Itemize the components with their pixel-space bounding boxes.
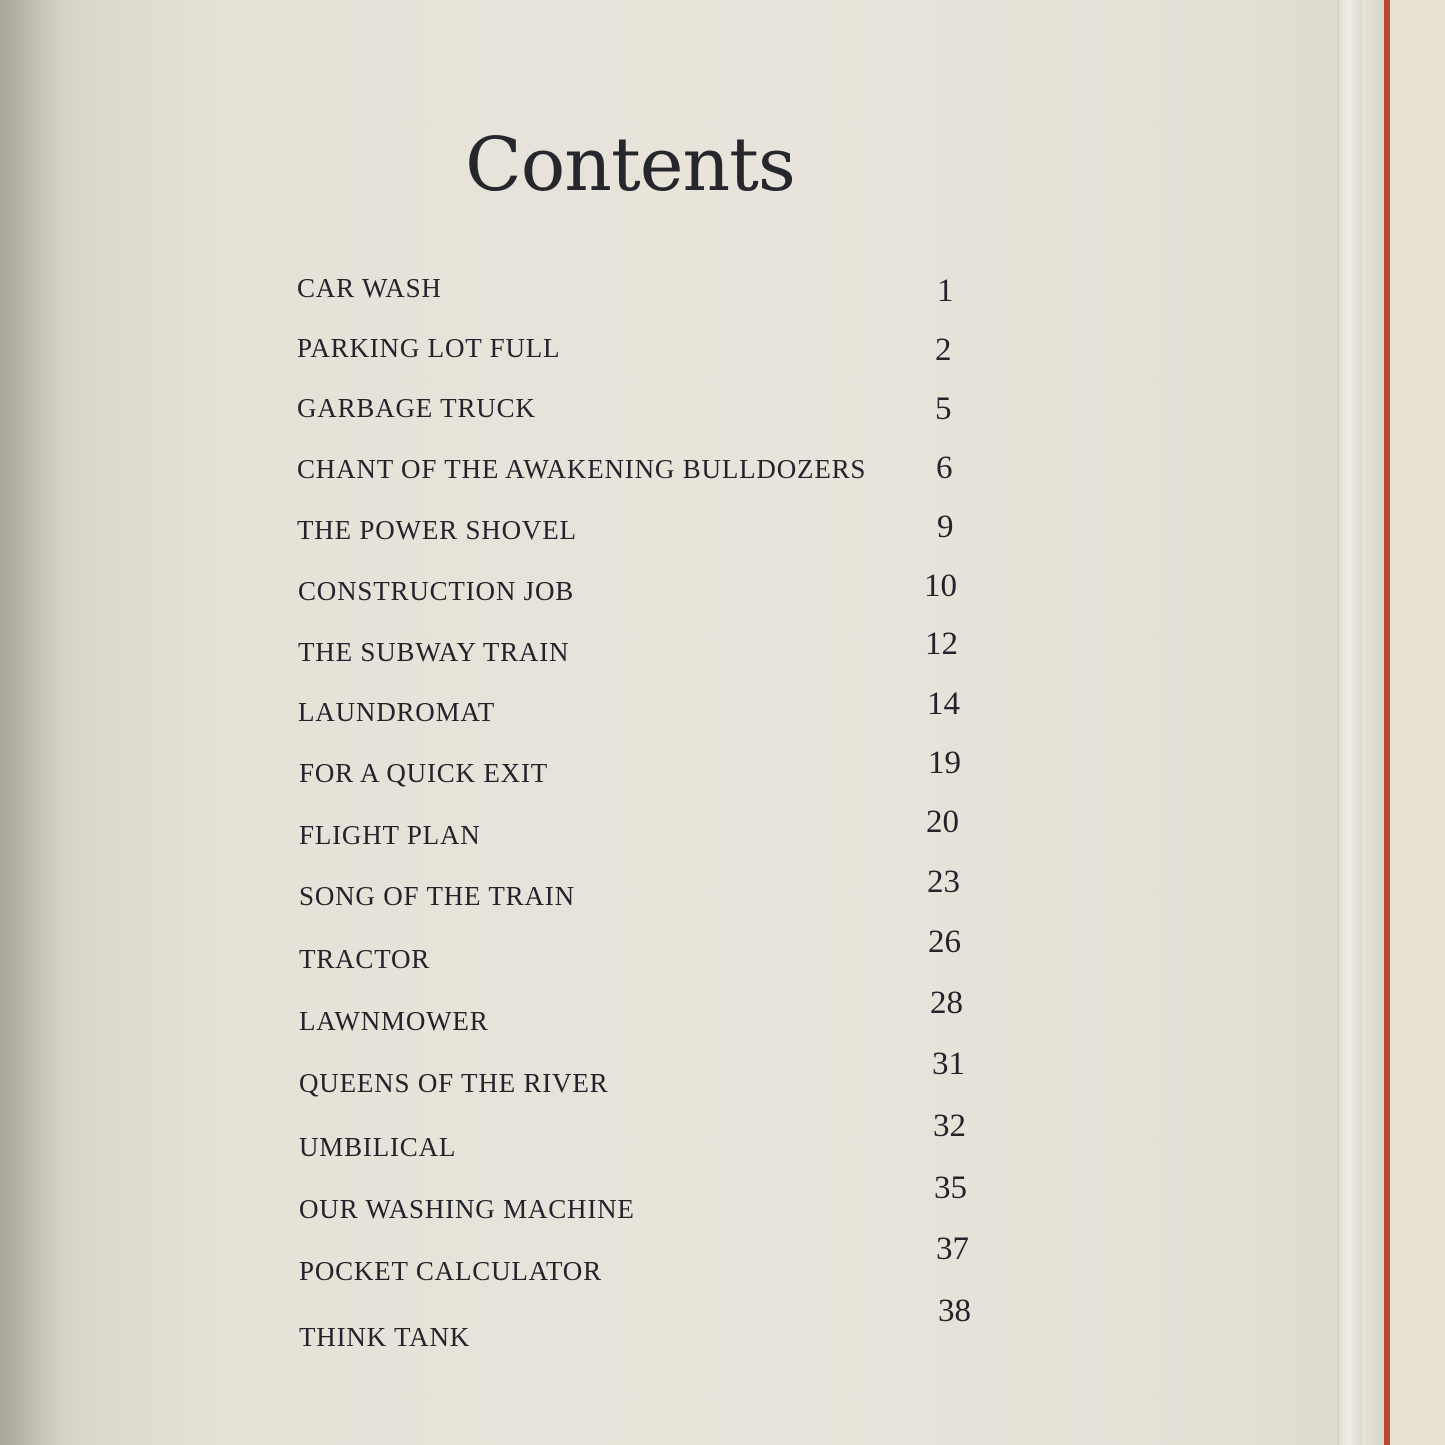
toc-entry-title: THE POWER SHOVEL <box>297 515 577 545</box>
toc-entry-title: CHANT OF THE AWAKENING BULLDOZERS <box>297 454 867 484</box>
page-title: Contents <box>465 122 795 208</box>
background-surface <box>1390 0 1445 1445</box>
toc-entry-title: FLIGHT PLAN <box>299 820 481 850</box>
toc-entry-page-number: 35 <box>934 1170 967 1206</box>
toc-entry-page-number: 5 <box>935 391 952 427</box>
toc-entry-page-number: 19 <box>928 745 961 781</box>
toc-entry-title: CAR WASH <box>297 273 442 303</box>
toc-entry-title: OUR WASHING MACHINE <box>299 1194 635 1224</box>
toc-entry-page-number: 9 <box>937 509 954 545</box>
toc-entry-page-number: 6 <box>936 450 953 486</box>
toc-entry-title: QUEENS OF THE RIVER <box>299 1068 609 1098</box>
toc-entry-title: FOR A QUICK EXIT <box>299 758 549 788</box>
toc-entry-title: SONG OF THE TRAIN <box>299 881 575 911</box>
gutter-shadow <box>0 0 60 1445</box>
toc-entry-page-number: 1 <box>937 273 954 309</box>
toc-entry-title: LAWNMOWER <box>299 1006 489 1036</box>
toc-entry-title: LAUNDROMAT <box>298 697 495 727</box>
toc-entry-title: POCKET CALCULATOR <box>299 1256 602 1286</box>
page-edge <box>1338 0 1363 1445</box>
toc-entry-title: UMBILICAL <box>299 1132 457 1162</box>
toc-entry-page-number: 23 <box>927 864 960 900</box>
toc-entry-page-number: 2 <box>935 332 952 368</box>
toc-entry-page-number: 10 <box>924 568 957 604</box>
toc-entry-title: TRACTOR <box>299 944 431 974</box>
toc-entry-title: GARBAGE TRUCK <box>297 393 536 423</box>
page-edge-stack <box>1362 0 1384 1445</box>
toc-entry-page-number: 28 <box>930 985 963 1021</box>
toc-entry-title: THINK TANK <box>299 1322 471 1352</box>
toc-entry-title: THE SUBWAY TRAIN <box>298 637 570 667</box>
toc-entry-page-number: 38 <box>938 1293 971 1329</box>
toc-entry-page-number: 31 <box>932 1046 965 1082</box>
toc-entry-title: CONSTRUCTION JOB <box>298 576 575 606</box>
toc-entry-page-number: 20 <box>926 804 959 840</box>
toc-entry-page-number: 32 <box>933 1108 966 1144</box>
toc-entry-page-number: 14 <box>927 686 960 722</box>
toc-entry-page-number: 12 <box>925 626 958 662</box>
toc-entry-page-number: 37 <box>936 1231 969 1267</box>
toc-entry-title: PARKING LOT FULL <box>297 333 561 363</box>
toc-entry-page-number: 26 <box>928 924 961 960</box>
